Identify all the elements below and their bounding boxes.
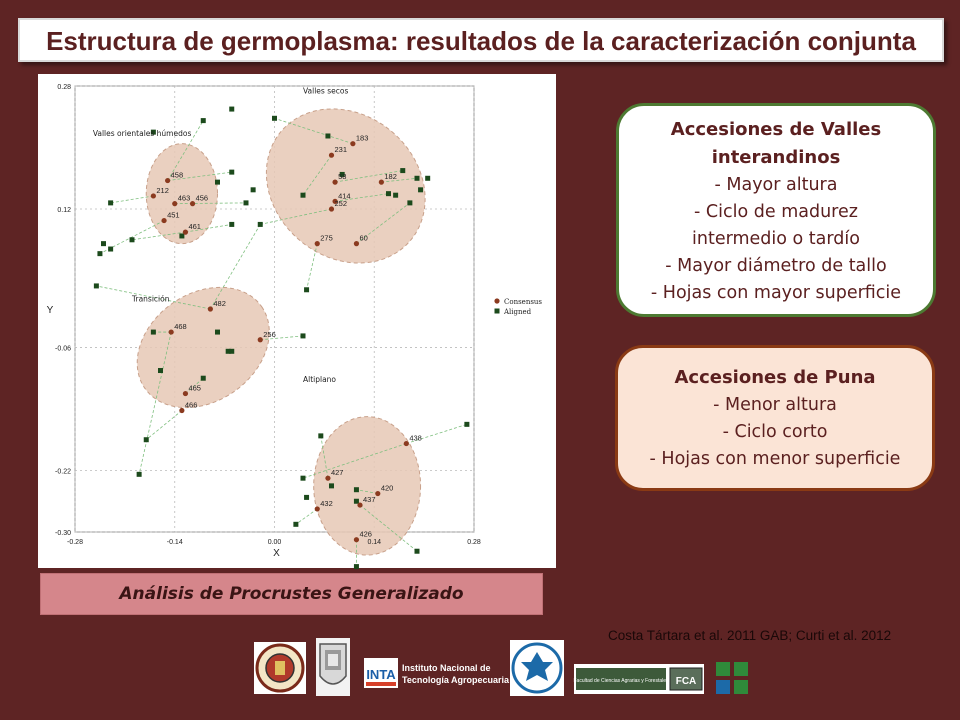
national-university-logo (510, 640, 564, 696)
inta-emblem (364, 656, 510, 690)
valles-card-title-line1: Accesiones de Valles (670, 119, 882, 140)
consensus-point (379, 180, 384, 185)
fca-mark: FCA (675, 676, 697, 687)
valles-card-line: - Ciclo de madurez (694, 202, 858, 222)
accession-label: 275 (320, 233, 333, 243)
accession-label: 451 (167, 210, 180, 220)
faculty-crest-logo (316, 638, 350, 696)
group-ellipse (235, 77, 456, 295)
group-label: Valles secos (303, 86, 349, 96)
scatter-plot-svg (38, 74, 556, 568)
aligned-point (229, 222, 234, 227)
crest-icon (316, 638, 350, 696)
consensus-point (350, 141, 355, 146)
x-tick-label: 0.28 (467, 539, 481, 546)
aligned-point (301, 193, 306, 198)
aligned-point (407, 200, 412, 205)
aligned-point (415, 549, 420, 554)
x-tick-label: -0.14 (166, 539, 183, 546)
aligned-point (386, 191, 391, 196)
accession-label: 432 (320, 498, 333, 508)
accession-label: 60 (359, 233, 368, 243)
aligned-point (272, 116, 277, 121)
aligned-point (108, 200, 113, 205)
aligned-point (108, 247, 113, 252)
accession-label: 420 (380, 483, 394, 493)
consensus-point (258, 337, 263, 342)
accession-label: 458 (170, 170, 184, 180)
slide-title-bar (18, 18, 944, 62)
consensus-point (179, 408, 184, 413)
aligned-point (215, 330, 220, 335)
aligned-point (251, 187, 256, 192)
consensus-point (404, 441, 409, 446)
accession-label: 461 (188, 222, 201, 232)
consensus-point (357, 502, 362, 507)
legend-aligned-label: Aligned (504, 308, 532, 316)
slide-title: Estructura de germoplasma: resultados de la caracterización conjunta (46, 26, 916, 56)
leaf-icon (714, 660, 750, 696)
valles-summary-card (616, 103, 936, 317)
y-tick-label: -0.22 (55, 468, 71, 476)
aligned-point (354, 499, 359, 504)
accession-label: 182 (384, 172, 397, 182)
aligned-point (293, 522, 298, 527)
aligned-point (215, 180, 220, 185)
aligned-point (415, 176, 420, 181)
aligned-point (158, 368, 163, 373)
aligned-point (318, 433, 323, 438)
aligned-point (301, 476, 306, 481)
university-seal-logo (254, 642, 306, 694)
inta-logo (364, 656, 510, 690)
procrustes-plot (38, 74, 556, 568)
puna-card-line: - Ciclo corto (722, 422, 828, 442)
aligned-point (325, 133, 330, 138)
consensus-point (183, 230, 188, 235)
accession-label: 414 (338, 191, 351, 201)
aligned-point (354, 564, 359, 569)
accession-label: 468 (174, 322, 187, 332)
aligned-point (354, 487, 359, 492)
consensus-point (329, 153, 334, 158)
group-ellipse (114, 262, 292, 432)
accession-label: 482 (213, 299, 226, 308)
accession-label: 437 (363, 495, 376, 505)
accession-label: 212 (156, 185, 169, 195)
x-tick-label: -0.28 (67, 539, 83, 546)
accession-label: 465 (188, 383, 201, 393)
consensus-point (151, 193, 156, 198)
aligned-point (94, 283, 99, 288)
citation-text: Costa Tártara et al. 2011 GAB; Curti et al. 2012 (608, 628, 892, 643)
valles-card-line: - Mayor diámetro de tallo (665, 256, 887, 276)
accession-label: 183 (355, 133, 369, 143)
aligned-point (301, 333, 306, 338)
valles-card-line: - Mayor altura (714, 175, 838, 195)
consensus-point (315, 506, 320, 511)
consensus-point (329, 206, 334, 211)
aligned-point (464, 422, 469, 427)
aligned-point (151, 330, 156, 335)
consensus-point (183, 391, 188, 396)
x-tick-label: 0.14 (367, 539, 382, 546)
aligned-point (244, 200, 249, 205)
aligned-point (425, 176, 430, 181)
puna-card-line: - Menor altura (713, 395, 837, 415)
aligned-point (201, 376, 206, 381)
aligned-point (229, 170, 234, 175)
aligned-point (144, 437, 149, 442)
consensus-point (161, 218, 166, 223)
consensus-point (165, 178, 170, 183)
consensus-point (172, 201, 177, 206)
leaf-logo (714, 660, 750, 696)
accession-label: 463 (177, 193, 191, 203)
aligned-point (97, 251, 102, 256)
aligned-point (418, 187, 423, 192)
method-caption: Análisis de Procrustes Generalizado (119, 584, 464, 604)
aligned-point (400, 168, 405, 173)
consensus-point (332, 180, 337, 185)
group-label: Valles orientales húmedos (92, 128, 192, 138)
accession-label: 456 (195, 193, 209, 203)
accession-label: 427 (330, 468, 344, 478)
accession-label: 256 (263, 329, 276, 339)
fca-logo (574, 664, 704, 694)
aligned-point (130, 237, 135, 242)
puna-summary-card (615, 345, 935, 491)
legend-consensus-marker (494, 298, 499, 303)
y-tick-label: 0.12 (57, 207, 71, 215)
aligned-point (179, 233, 184, 238)
aligned-point (101, 241, 106, 246)
fca-caption: Facultad de Ciencias Agrarias y Forestales (573, 678, 669, 684)
puna-card-title: Accesiones de Puna (674, 367, 876, 388)
accession-label: 438 (409, 433, 422, 443)
valles-card-line: intermedio o tardío (692, 229, 860, 249)
aligned-point (304, 495, 309, 500)
accession-label: 252 (334, 199, 348, 209)
consensus-point (375, 491, 380, 496)
y-axis-label: Y (46, 305, 54, 316)
aligned-point (304, 287, 309, 292)
x-tick-label: 0.00 (267, 539, 282, 546)
university-seal-icon (254, 642, 306, 694)
aligned-point (201, 118, 206, 123)
legend-consensus-label: Consensus (504, 298, 543, 306)
procrustes-link (307, 244, 318, 290)
accession-label: 426 (359, 529, 372, 539)
accession-label: 231 (334, 145, 348, 155)
x-axis-label: X (273, 548, 280, 559)
consensus-point (354, 537, 359, 542)
aligned-point (329, 483, 334, 488)
aligned-point (137, 472, 142, 477)
consensus-point (325, 476, 330, 481)
university-emblem-icon (510, 640, 564, 696)
aligned-point (393, 193, 398, 198)
accession-label: 466 (184, 400, 198, 410)
consensus-point (315, 241, 320, 246)
consensus-point (208, 306, 213, 311)
fca-banner (574, 664, 704, 694)
puna-card-line: - Hojas con menor superficie (649, 449, 901, 469)
inta-name-line1: Instituto Nacional de (402, 663, 491, 673)
y-tick-label: -0.30 (55, 530, 71, 537)
accession-label: 58 (338, 172, 347, 182)
y-tick-label: -0.06 (55, 345, 71, 353)
aligned-point (229, 349, 234, 354)
group-label: Altiplano (303, 375, 337, 385)
method-caption-box (40, 573, 543, 615)
group-label: Transición (132, 294, 170, 304)
valles-card-title-line2: interandinos (711, 147, 841, 168)
procrustes-link (146, 411, 182, 440)
legend-aligned-marker (495, 309, 500, 314)
procrustes-link (296, 509, 317, 524)
consensus-point (169, 329, 174, 334)
y-tick-label: 0.28 (57, 84, 71, 91)
aligned-point (229, 107, 234, 112)
valles-card-line: - Hojas con mayor superficie (650, 283, 902, 303)
consensus-point (190, 201, 195, 206)
inta-name-line2: Tecnología Agropecuaria (402, 675, 510, 685)
aligned-point (258, 222, 263, 227)
consensus-point (354, 241, 359, 246)
inta-mark: INTA (366, 667, 396, 682)
